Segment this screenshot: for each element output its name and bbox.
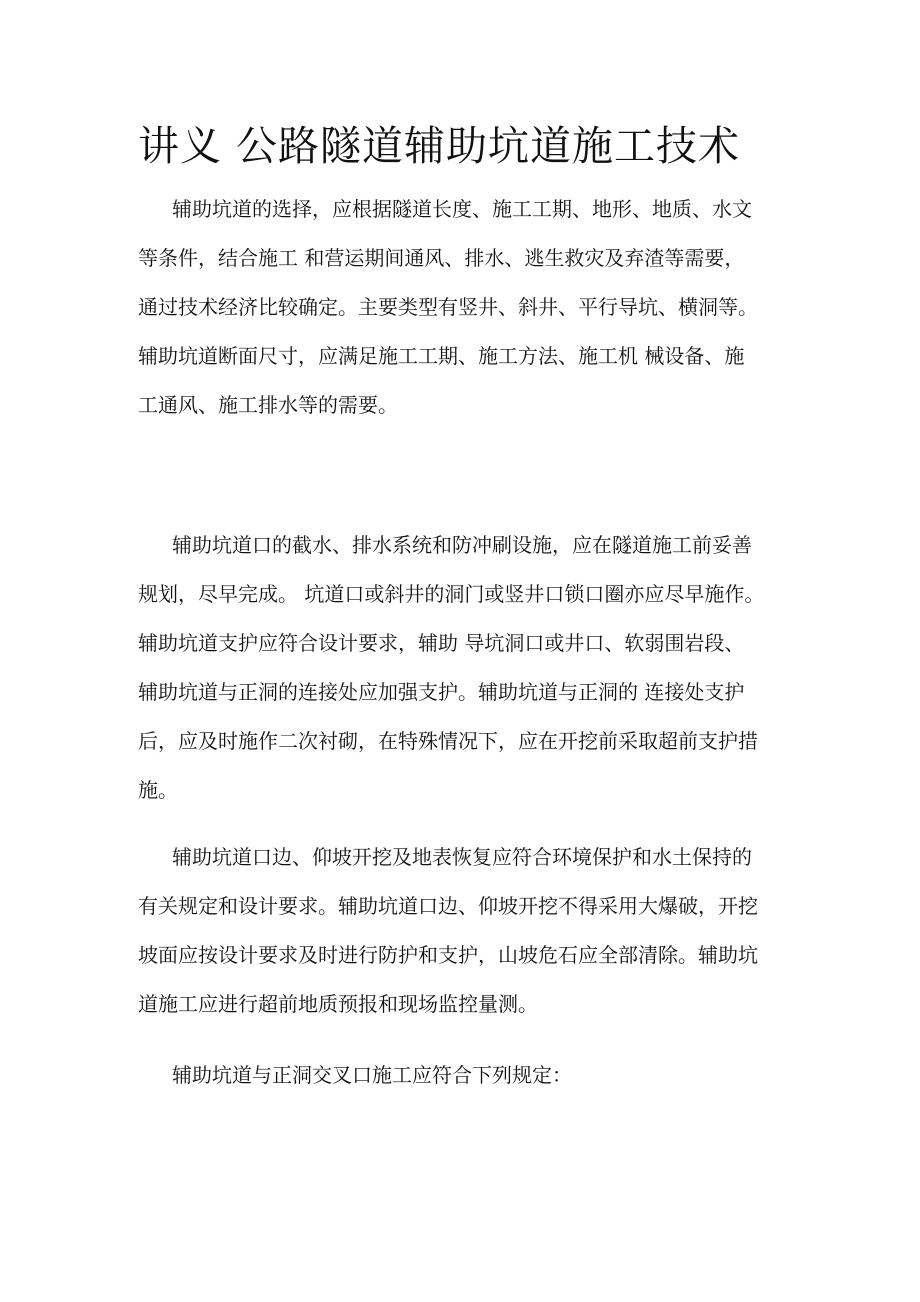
paragraph-line: 有关规定和设计要求。辅助坑道口边、仰坡开挖不得采用大爆破，开挖: [138, 894, 758, 918]
paragraph-line: 通过技术经济比较确定。主要类型有竖井、斜井、平行导坑、横洞等。: [138, 295, 758, 319]
paragraph-line: 规划，尽早完成。 坑道口或斜井的洞门或竖井口锁口圈亦应尽早施作。: [138, 582, 765, 606]
paragraph-line: 辅助坑道支护应符合设计要求，辅助 导坑洞口或井口、软弱围岩段、: [138, 631, 745, 655]
paragraph-line: 辅助坑道口的截水、排水系统和防冲刷设施，应在隧道施工前妥善: [172, 533, 752, 557]
paragraph-drainage-and-support: [138, 521, 788, 815]
paragraph-line: 辅助坑道与正洞的连接处应加强支护。辅助坑道与正洞的 连接处支护: [138, 680, 745, 704]
paragraph-line: 辅助坑道与正洞交叉口施工应符合下列规定：: [172, 1063, 572, 1087]
document-title: 讲义 公路隧道辅助坑道施工技术: [138, 122, 741, 170]
paragraph-line: 施。: [138, 778, 178, 802]
paragraph-line: 道施工应进行超前地质预报和现场监控量测。: [138, 992, 538, 1016]
paragraph-auxiliary-tunnel-selection: [138, 185, 788, 430]
paragraph-line: 坡面应按设计要求及时进行防护和支护，山坡危石应全部清除。辅助坑: [138, 943, 758, 967]
paragraph-slope-excavation: [138, 833, 788, 1029]
paragraph-line: 辅助坑道断面尺寸，应满足施工工期、施工方法、施工机 械设备、施: [138, 344, 745, 368]
paragraph-line: 工通风、施工排水等的需要。: [138, 393, 398, 417]
paragraph-line: 等条件，结合施工 和营运期间通风、排水、逃生救灾及弃渣等需要，: [138, 246, 745, 270]
paragraph-line: 后，应及时施作二次衬砌，在特殊情况下，应在开挖前采取超前支护措: [138, 729, 758, 753]
paragraph-line: 辅助坑道口边、仰坡开挖及地表恢复应符合环境保护和水土保持的: [172, 845, 752, 869]
paragraph-line: 辅助坑道的选择，应根据隧道长度、施工工期、地形、地质、水文: [172, 197, 752, 221]
paragraph-intersection-rules: [138, 1051, 788, 1100]
